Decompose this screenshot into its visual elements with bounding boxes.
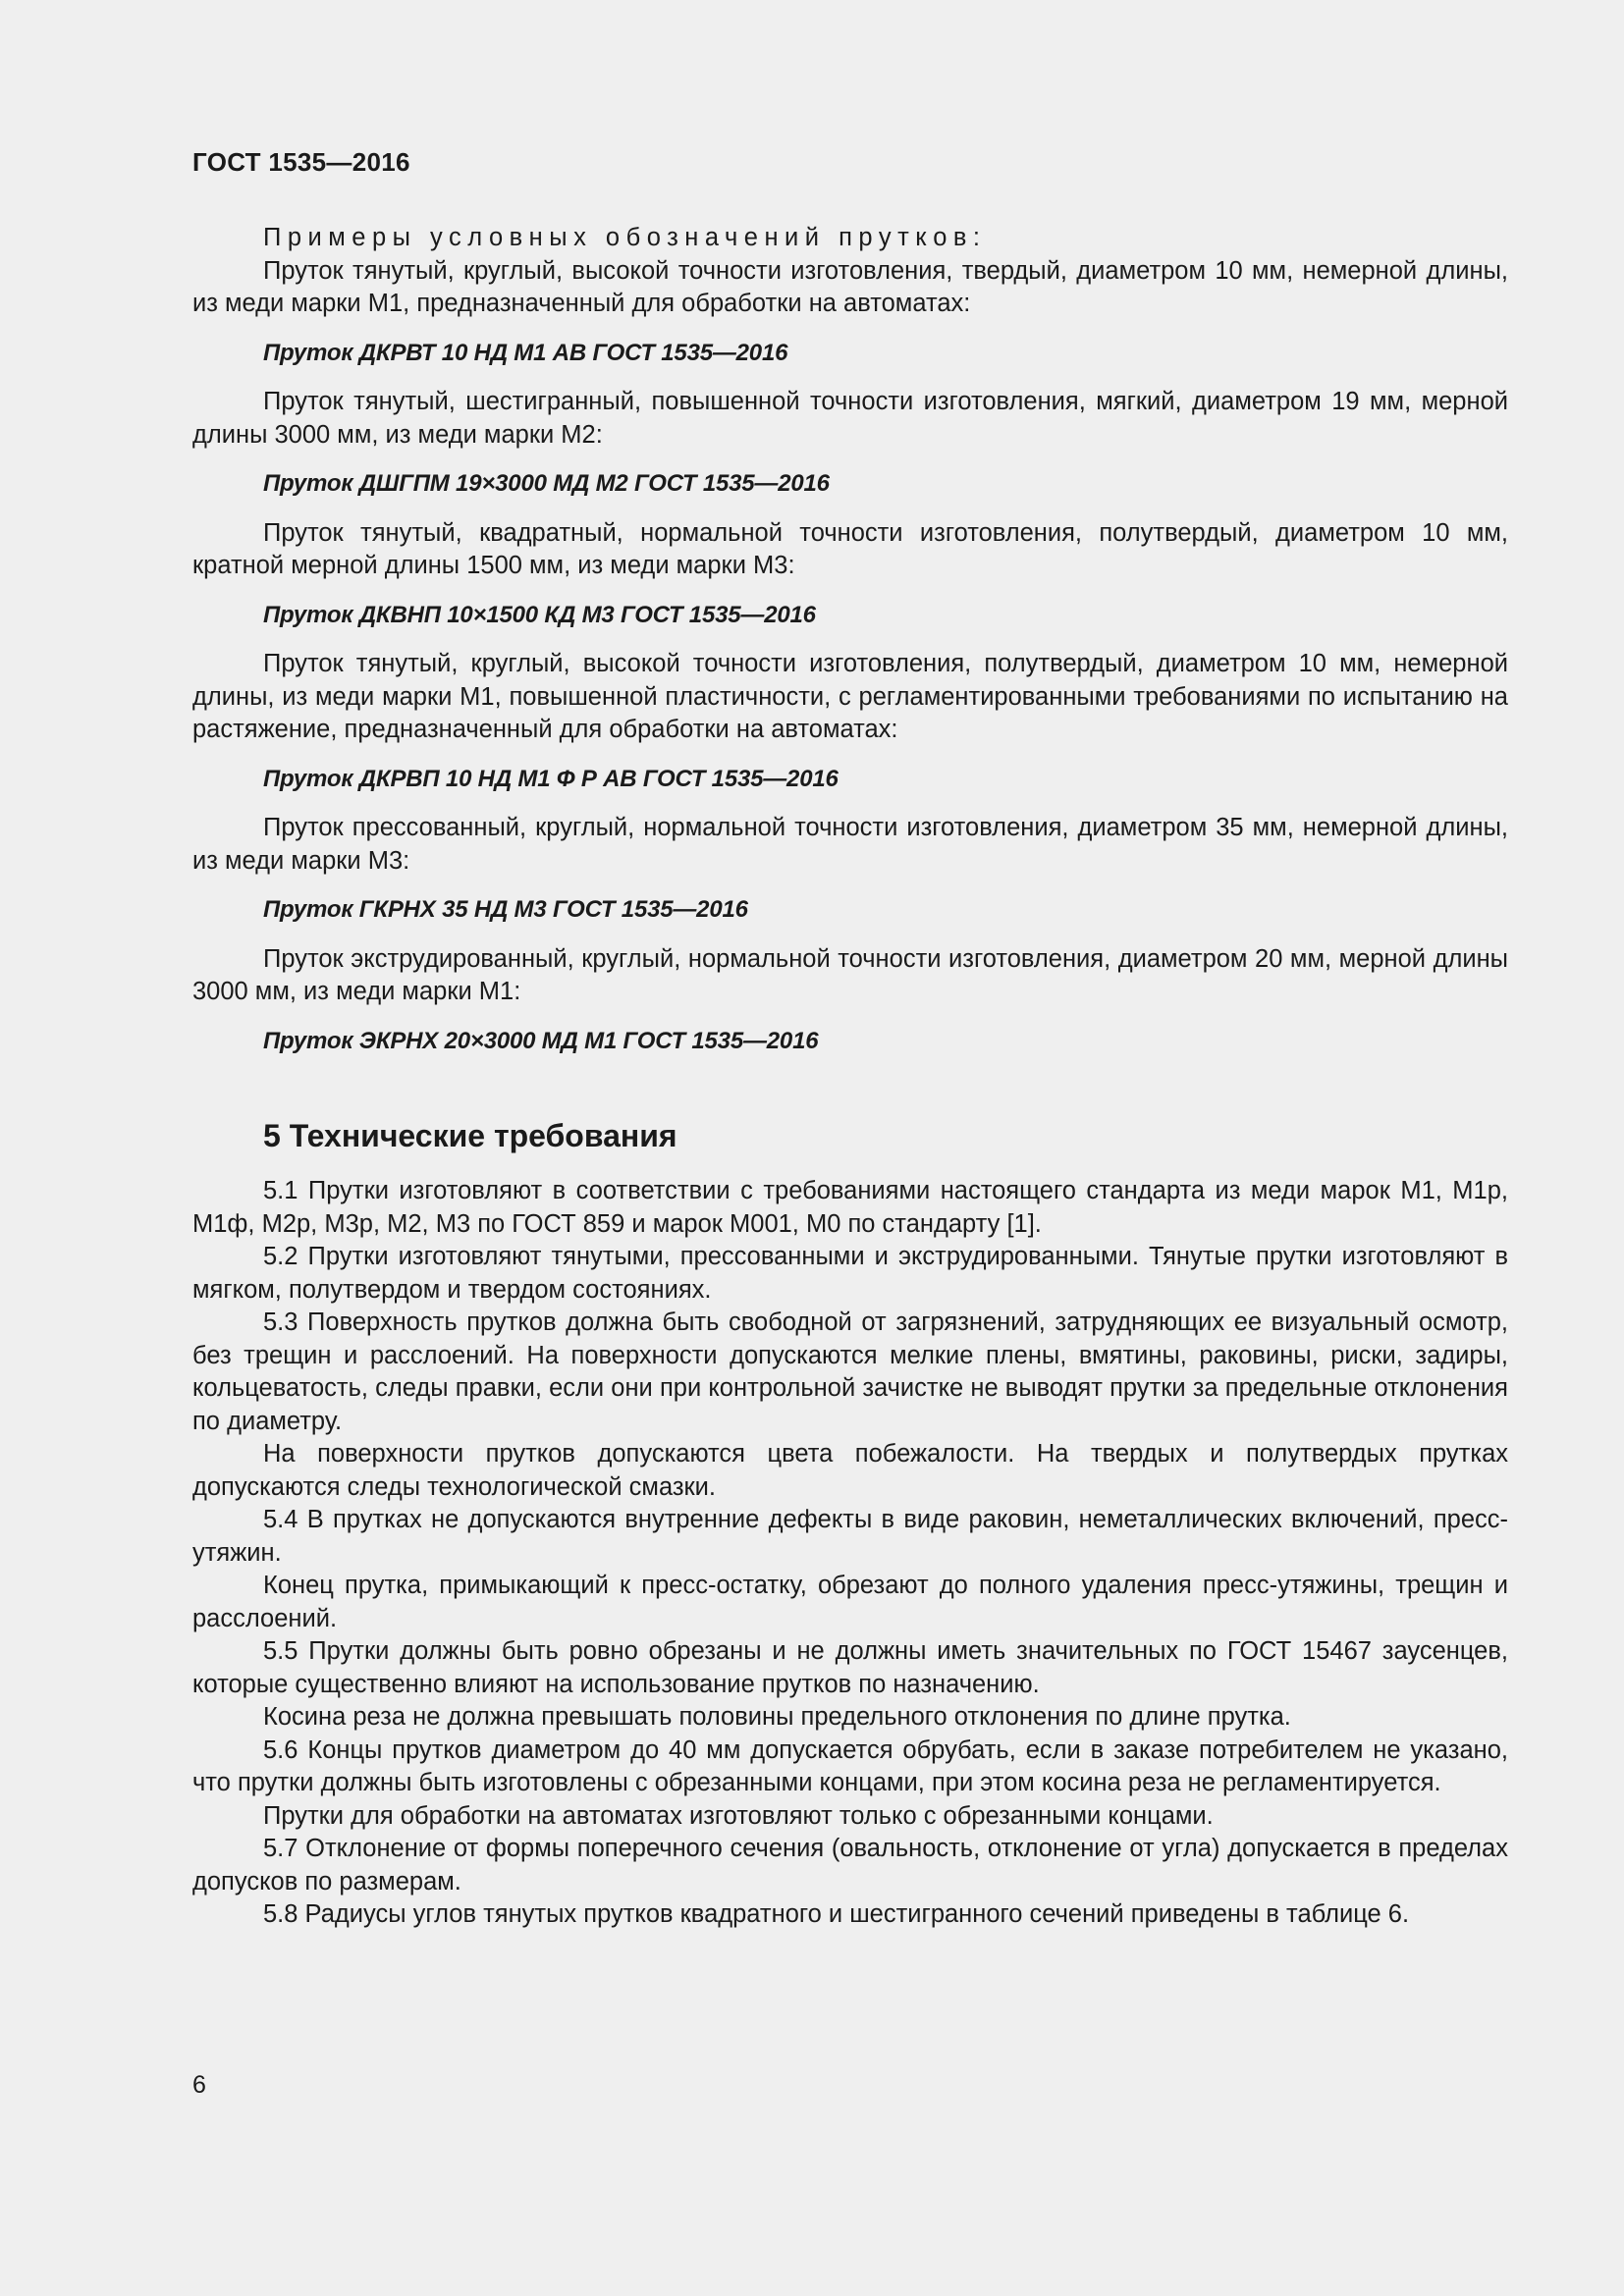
example-text-2: Пруток тянутый, шестигранный, повышенной точности изготовления, мягкий, диаметром 19 мм, мерной длины 3000 мм, из меди марки М2:	[192, 388, 1508, 449]
paragraph-5-3: 5.3 Поверхность прутков должна быть свободной от загрязнений, затрудняющих ее визуальный осмотр, без трещин и расслоений. На поверхности допускаются мелкие плены, вмятины, раковины, риски, задиры, кольцеватость, следы правки, если они при контрольной зачистке не выводят прутки за предельные отклонения по диаметру.	[192, 1308, 1508, 1435]
paragraph-5-4: 5.4 В прутках не допускаются внутренние дефекты в виде раковин, неметаллических включений, пресс-утяжин.	[192, 1506, 1508, 1567]
paragraph-5-5: 5.5 Прутки должны быть ровно обрезаны и не должны иметь значительных по ГОСТ 15467 заусенцев, которые существенно влияют на использование прутков по назначению.	[192, 1637, 1508, 1698]
page-number: 6	[192, 2071, 206, 2099]
example-text-1: Пруток тянутый, круглый, высокой точности изготовления, твердый, диаметром 10 мм, немерной длины, из меди марки М1, предназначенный для обработки на автоматах:	[192, 256, 1508, 317]
example-text-6: Пруток экструдированный, круглый, нормальной точности изготовления, диаметром 20 мм, мерной длины 3000 мм, из меди марки М1:	[192, 944, 1508, 1005]
example-text-5: Пруток прессованный, круглый, нормальной точности изготовления, диаметром 35 мм, немерной длины, из меди марки М3:	[192, 814, 1508, 875]
examples-intro: Примеры условных обозначений прутков:	[263, 224, 987, 251]
paragraph-5-6-cont: Прутки для обработки на автоматах изготовляют только с обрезанными концами.	[263, 1801, 1214, 1830]
paragraph-5-6: 5.6 Концы прутков диаметром до 40 мм допускается обрубать, если в заказе потребителем не указано, что прутки должны быть изготовлены с обрезанными концами, при этом косина реза не регламентируется.	[192, 1735, 1508, 1796]
paragraph-5-8: 5.8 Радиусы углов тянутых прутков квадратного и шестигранного сечений приведены в таблице 6.	[263, 1900, 1410, 1928]
paragraph-5-2: 5.2 Прутки изготовляют тянутыми, прессованными и экструдированными. Тянутые прутки изготовляют в мягком, полутвердом и твердом состояниях.	[192, 1243, 1508, 1304]
example-designation-4: Пруток ДКРВП 10 НД М1 Ф Р АВ ГОСТ 1535—2016	[263, 765, 839, 792]
paragraph-5-1: 5.1 Прутки изготовляют в соответствии с требованиями настоящего стандарта из меди марок М1, М1р, М1ф, М2р, М3р, М2, М3 по ГОСТ 859 и марок М001, М0 по стандарту [1].	[192, 1177, 1508, 1238]
section-title: 5 Технические требования	[263, 1118, 677, 1153]
paragraph-5-5-cont: Косина реза не должна превышать половины предельного отклонения по длине прутка.	[263, 1703, 1291, 1731]
example-text-4: Пруток тянутый, круглый, высокой точности изготовления, полутвердый, диаметром 10 мм, немерной длины, из меди марки М1, повышенной пластичности, с регламентированными требованиями по испытанию на растяжение, предназначенный для обработки на автоматах:	[192, 650, 1508, 743]
document-header: ГОСТ 1535—2016	[192, 147, 410, 177]
example-designation-6: Пруток ЭКРНХ 20×3000 МД М1 ГОСТ 1535—2016	[263, 1027, 819, 1054]
example-designation-1: Пруток ДКРВТ 10 НД М1 АВ ГОСТ 1535—2016	[263, 339, 788, 366]
page-content	[192, 222, 1508, 1932]
example-text-3: Пруток тянутый, квадратный, нормальной точности изготовления, полутвердый, диаметром 10 мм, кратной мерной длины 1500 мм, из меди марки М3:	[192, 518, 1508, 579]
paragraph-5-3-cont: На поверхности прутков допускаются цвета побежалости. На твердых и полутвердых прутках допускаются следы технологической смазки.	[192, 1440, 1508, 1501]
example-designation-2: Пруток ДШГПМ 19×3000 МД М2 ГОСТ 1535—2016	[263, 470, 830, 497]
example-designation-3: Пруток ДКВНП 10×1500 КД М3 ГОСТ 1535—2016	[263, 601, 816, 628]
paragraph-5-4-cont: Конец прутка, примыкающий к пресс-остатку, обрезают до полного удаления пресс-утяжины, трещин и расслоений.	[192, 1572, 1508, 1632]
paragraph-5-7: 5.7 Отклонение от формы поперечного сечения (овальность, отклонение от угла) допускается в пределах допусков по размерам.	[192, 1835, 1508, 1896]
example-designation-5: Пруток ГКРНХ 35 НД М3 ГОСТ 1535—2016	[263, 896, 748, 923]
